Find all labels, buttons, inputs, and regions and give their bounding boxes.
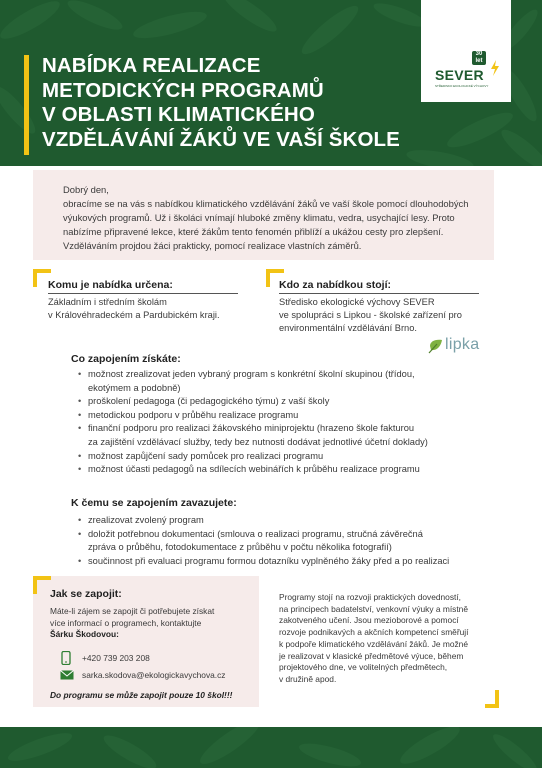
benefits-list <box>78 368 478 477</box>
lipka-wordmark: lipka <box>445 336 480 353</box>
footer-banner <box>0 727 542 768</box>
who-text <box>279 296 462 335</box>
contact-text <box>50 606 214 641</box>
text-line: rozvoje podnikavých a akčních kompetencí směřují <box>279 627 469 638</box>
text-line: možnost účasti pedagogů na sdílecích webinářích k průběhu realizace programu <box>88 464 420 475</box>
corner-accent <box>33 269 37 287</box>
intro-text <box>63 183 483 253</box>
title-accent-bar <box>24 55 29 155</box>
text-line: více informací o programech, kontaktujte <box>50 617 202 628</box>
text-line: je realizovat v klasické předmětové výuce, během <box>279 650 464 661</box>
contact-person: Šárku Škodovou: <box>50 629 119 639</box>
list-item <box>78 463 478 477</box>
logo-subtitle: STŘEDISKO EKOLOGICKÉ VÝCHOVY <box>435 84 489 88</box>
text-line: Základním i středním školám <box>48 297 167 307</box>
contact-phone[interactable]: +420 739 203 208 <box>82 653 150 663</box>
text-line: za zajištění vzdělávací služby, tedy bez nutnosti dodávat jednotlivé účetní doklady) <box>88 436 428 447</box>
intro-box <box>33 170 494 260</box>
text-line: Středisko ekologické výchovy SEVER <box>279 297 435 307</box>
commitments-list <box>78 514 488 568</box>
text-line: možnost zapůjčení sady pomůcek pro realizaci programu <box>88 450 324 461</box>
logo-badge: 30 let <box>472 51 486 65</box>
logo-name: SEVER <box>435 67 484 83</box>
text-line: k podpoře klimatického vzdělávání žáků. Je možné <box>279 638 469 649</box>
title-line: VZDĚLÁVÁNÍ ŽÁKŮ VE VAŠÍ ŠKOLE <box>42 127 400 151</box>
corner-accent <box>266 269 270 287</box>
contact-email[interactable]: sarka.skodova@ekologickavychova.cz <box>82 670 226 680</box>
page-title <box>42 54 442 152</box>
corner-accent <box>33 576 37 594</box>
for-whom-text <box>48 296 220 322</box>
text-line: zakotveného učení. Jsou mezioborové a pomocí <box>279 615 459 626</box>
text-line: projektového dne, ve volitelných předmětech, <box>279 662 448 673</box>
text-line: v družině apod. <box>279 673 337 684</box>
text-line: na principech badatelství, venkovní výuky a místně <box>279 603 469 614</box>
text-line: zrealizovat zvolený program <box>88 515 204 525</box>
divider <box>279 293 479 294</box>
for-whom-heading: Komu je nabídka určena: <box>48 279 173 291</box>
text-line: v Královéhradeckém a Pardubickém kraji. <box>48 310 220 320</box>
text-line: ekotýmem a podobně) <box>88 382 181 393</box>
benefits-heading: Co zapojením získáte: <box>71 353 181 365</box>
lightning-icon <box>490 60 500 76</box>
text-line: součinnost při evaluaci programu formou dotazníku vyplněného žáky před a po realizaci <box>88 555 450 566</box>
commitments-heading: K čemu se zapojením zavazujete: <box>71 497 237 509</box>
text-line: zpráva o průběhu, fotodokumentace z průběhu v počtu několika fotografií) <box>88 542 392 553</box>
who-heading: Kdo za nabídkou stojí: <box>279 279 391 291</box>
text-line: Programy stojí na rozvoji praktických dovedností, <box>279 592 462 602</box>
phone-icon <box>61 651 71 665</box>
leaf-icon <box>428 338 444 354</box>
header-banner <box>0 0 542 166</box>
intro-greeting: Dobrý den, <box>63 184 109 195</box>
program-info-text <box>279 592 468 686</box>
list-item <box>78 514 488 528</box>
intro-body: obracíme se na vás s nabídkou klimatického vzdělávání žáků ve vaší škole pomocí dlouhodobých výukových programů. Už i školáci vnímají hluboké změny klimatu, vedra, usychající lesy. Proto nabízíme připravené lekce, které žákům tento fenomén přiblíží a ukážou cesty pro zlepšení. Vzděláváním projdou žáci prakticky, pomocí realizace vlastních záměrů. <box>63 198 469 251</box>
list-item <box>78 422 478 449</box>
text-line: ve spolupráci s Lipkou - školské zařízení pro <box>279 310 462 320</box>
list-item <box>78 409 478 423</box>
list-item <box>78 450 478 464</box>
text-line: doložit potřebnou dokumentaci (smlouva o realizaci programu, stručná závěrečná <box>88 528 423 539</box>
title-line: NABÍDKA REALIZACE <box>42 54 261 77</box>
leaf-pattern-decoration <box>0 727 542 768</box>
text-line: environmentální vzdělávání Brno. <box>279 323 417 333</box>
contact-heading: Jak se zapojit: <box>50 588 122 600</box>
title-line: METODICKÝCH PROGRAMŮ <box>42 78 324 102</box>
text-line: Máte-li zájem se zapojit či potřebujete získat <box>50 606 215 616</box>
contact-note: Do programu se může zapojit pouze 10 škol!!! <box>50 690 233 700</box>
list-item <box>78 368 478 395</box>
divider <box>48 293 238 294</box>
text-line: proškolení pedagoga (či pedagogického týmu) z vaší školy <box>88 396 330 407</box>
sever-logo <box>421 0 511 102</box>
corner-accent <box>495 690 499 708</box>
text-line: finanční podporu pro realizaci žákovského miniprojektu (hrazeno škole fakturou <box>88 423 415 434</box>
title-line: V OBLASTI KLIMATICKÉHO <box>42 103 315 126</box>
list-item <box>78 395 478 409</box>
email-icon <box>60 670 74 680</box>
text-line: metodickou podporu v průběhu realizace programu <box>88 409 299 420</box>
list-item <box>78 555 488 569</box>
text-line: možnost zrealizovat jeden vybraný program s konkrétní školní skupinou (třídou, <box>88 369 415 379</box>
list-item <box>78 528 488 555</box>
